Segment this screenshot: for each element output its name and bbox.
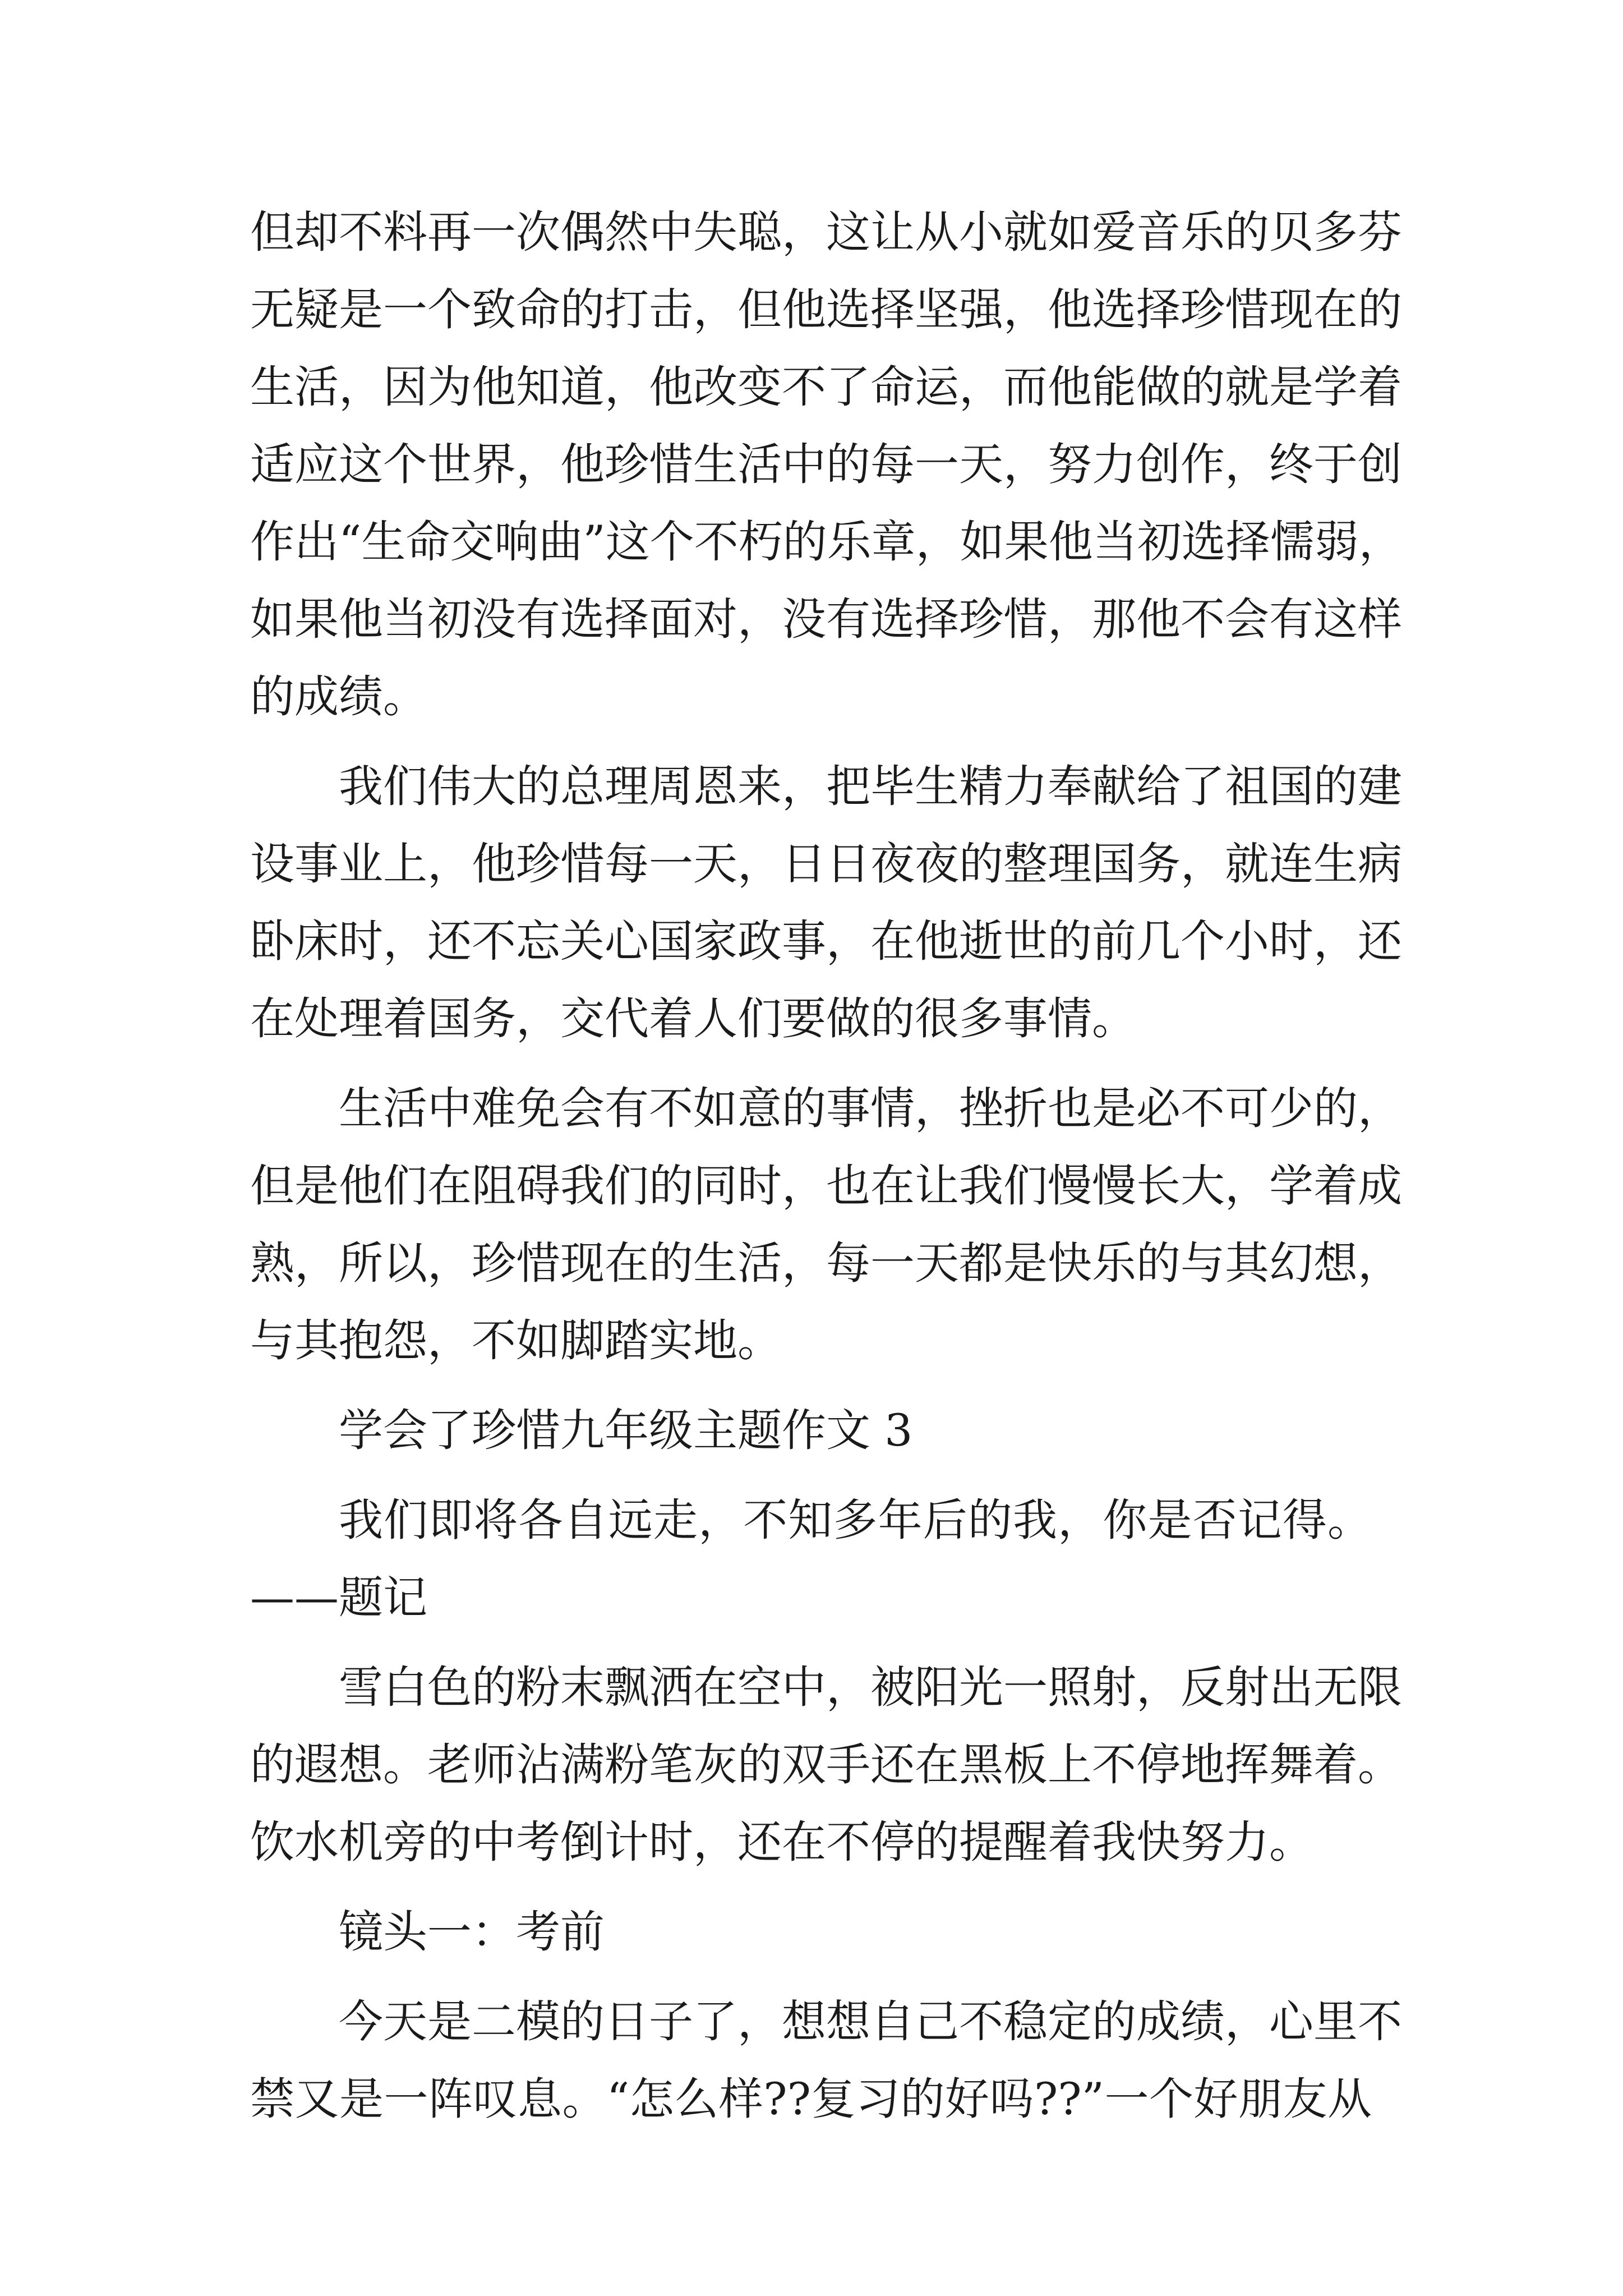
text-line: 我们伟大的总理周恩来，把毕生精力奉献给了祖国的建: [339, 761, 1402, 812]
text-line: 如果他当初没有选择面对，没有选择珍惜，那他不会有这样: [250, 593, 1402, 645]
text-line: 熟，所以，珍惜现在的生活，每一天都是快乐的与其幻想，: [250, 1237, 1402, 1289]
text-line: 镜头一：考前: [339, 1906, 605, 1958]
text-line: 但是他们在阻碍我们的同时，也在让我们慢慢长大，学着成: [250, 1160, 1402, 1212]
text-line: 的遐想。老师沾满粉笔灰的双手还在黑板上不停地挥舞着。: [250, 1739, 1402, 1791]
text-line: 与其抱怨，不如脚踏实地。: [250, 1315, 782, 1366]
paragraph: [250, 1649, 1402, 1881]
text-line: 在处理着国务，交代着人们要做的很多事情。: [250, 993, 1136, 1045]
text-line: 雪白色的粉末飘洒在空中，被阳光一照射，反射出无限: [339, 1662, 1402, 1713]
epigraph-attribution: ——题记: [250, 1572, 427, 1623]
scene-heading: [250, 1893, 1372, 1971]
text-line: 设事业上，他珍惜每一天，日日夜夜的整理国务，就连生病: [250, 838, 1402, 890]
text-line: 生活，因为他知道，他改变不了命运，而他能做的就是学着: [250, 361, 1402, 413]
heading-text: 学会了珍惜九年级主题作文 3: [339, 1405, 913, 1456]
paragraph: [250, 194, 1403, 735]
text-line: 卧床时，还不忘关心国家政事，在他逝世的前几个小时，还: [250, 915, 1402, 967]
paragraph: [250, 1070, 1402, 1379]
text-line: 禁又是一阵叹息。“怎么样??复习的好吗??”一个好朋友从: [250, 2073, 1372, 2125]
document-body: [250, 194, 1403, 2138]
text-line: 今天是二模的日子了，想想自己不稳定的成绩，心里不: [339, 1996, 1402, 2047]
text-line: 饮水机旁的中考倒计时，还在不停的提醒着我快努力。: [250, 1816, 1313, 1868]
text-line: 适应这个世界，他珍惜生活中的每一天，努力创作，终于创: [250, 439, 1402, 490]
section-heading: [250, 1392, 1372, 1469]
text-line: 我们即将各自远走，不知多年后的我，你是否记得。: [339, 1494, 1372, 1546]
text-line: 生活中难免会有不如意的事情，挫折也是必不可少的，: [339, 1083, 1402, 1134]
text-line: 作出“生命交响曲”这个不朽的乐章，如果他当初选择懦弱，: [250, 516, 1403, 568]
text-line: 的成绩。: [250, 671, 427, 723]
epigraph: [250, 1481, 1372, 1636]
paragraph: [250, 748, 1402, 1057]
paragraph: [250, 1983, 1402, 2138]
text-line: 无疑是一个致命的打击，但他选择坚强，他选择珍惜现在的: [250, 284, 1402, 335]
text-line: 但却不料再一次偶然中失聪，这让从小就如爱音乐的贝多芬: [250, 206, 1402, 258]
